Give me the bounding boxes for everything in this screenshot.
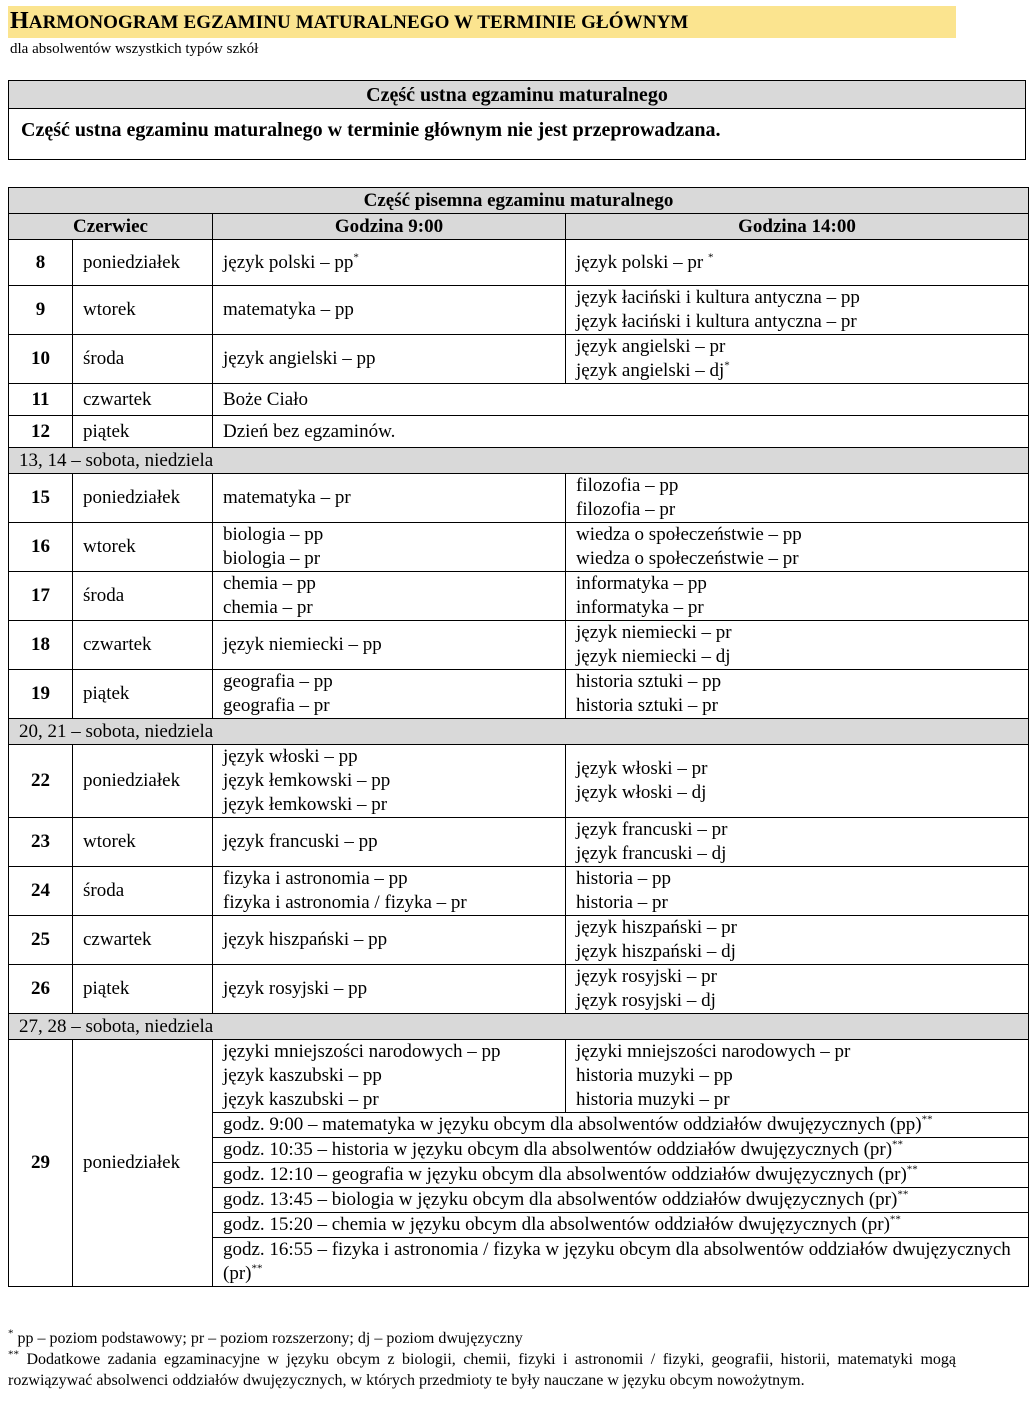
footnote-text: Dodatkowe zadania egzaminacyjne w języku obcym z biologii, chemii, fizyki i astronomii / fizyki, geografii, historii, matematyki mogą rozwiązywać absolwenci oddziałów dwujęzycznych, w których przedmioty te były nauczane w języku obcym nowożytnym. [8, 1351, 957, 1389]
weekday: wtorek [73, 523, 213, 572]
footnote-marker: * [724, 359, 730, 372]
exam-morning [213, 572, 566, 621]
weekday: czwartek [73, 384, 213, 416]
footnote-marker: ** [8, 1348, 19, 1361]
weekend-row [9, 719, 1029, 745]
weekday: piątek [73, 416, 213, 448]
footnote-1 [8, 1328, 956, 1349]
exam-afternoon [566, 916, 1029, 965]
exam-morning [213, 621, 566, 670]
bilingual-exam [213, 1238, 1029, 1287]
exam-entry: język łemkowski – pp [223, 770, 391, 791]
exam-entry: język rosyjski – dj [576, 990, 716, 1011]
bilingual-exam [213, 1163, 1029, 1188]
exam-afternoon [566, 335, 1029, 384]
exam-morning [213, 523, 566, 572]
exam-entry: informatyka – pr [576, 597, 704, 618]
exam-entry: historia sztuki – pr [576, 695, 718, 716]
day-number: 16 [9, 523, 73, 572]
table-row [9, 670, 1029, 719]
exam-entry: język rosyjski – pr [576, 966, 717, 987]
weekend-label: 27, 28 – sobota, niedziela [9, 1014, 1029, 1040]
footnote-marker: * [8, 1327, 14, 1340]
weekday: poniedziałek [73, 474, 213, 523]
weekday: środa [73, 335, 213, 384]
exam-morning [213, 867, 566, 916]
exam-morning [213, 965, 566, 1014]
weekend-row [9, 1014, 1029, 1040]
footnote-marker: ** [889, 1213, 901, 1226]
exam-afternoon [566, 965, 1029, 1014]
weekend-label: 13, 14 – sobota, niedziela [9, 448, 1029, 474]
exam-afternoon [566, 1040, 1029, 1113]
table-row [9, 240, 1029, 286]
bilingual-exam [213, 1188, 1029, 1213]
exam-morning [213, 916, 566, 965]
exam-entry: geografia – pp [223, 671, 333, 692]
exam-entry: język angielski – pp [223, 348, 376, 369]
title-rest: ARMONOGRAM EGZAMINU MATURALNEGO W TERMINIE GŁÓWNYM [28, 12, 689, 33]
exam-morning [213, 745, 566, 818]
exam-entry: fizyka i astronomia / fizyka – pr [223, 892, 467, 913]
exam-entry: język kaszubski – pr [223, 1089, 379, 1110]
weekday: wtorek [73, 286, 213, 335]
exam-morning [213, 818, 566, 867]
footnote-marker: ** [251, 1262, 263, 1275]
exam-entry: chemia – pp [223, 573, 316, 594]
exam-entry: godz. 9:00 – matematyka w języku obcym dla absolwentów oddziałów dwujęzycznych (pp) [223, 1114, 922, 1135]
weekday: poniedziałek [73, 240, 213, 286]
day-number: 25 [9, 916, 73, 965]
exam-entry: język polski – pr [576, 251, 704, 273]
exam-entry: godz. 15:20 – chemia w języku obcym dla absolwentów oddziałów dwujęzycznych (pr) [223, 1214, 890, 1235]
weekday: piątek [73, 965, 213, 1014]
exam-entry: język polski – pp [223, 251, 354, 273]
exam-entry-with-note [576, 359, 1018, 383]
weekday: wtorek [73, 818, 213, 867]
table-row [9, 416, 1029, 448]
table-row [9, 867, 1029, 916]
col-header-2pm: Godzina 14:00 [566, 214, 1029, 240]
weekday: czwartek [73, 621, 213, 670]
footnotes [8, 1328, 956, 1391]
weekday: czwartek [73, 916, 213, 965]
exam-afternoon [566, 523, 1029, 572]
footnote-marker: ** [897, 1188, 909, 1201]
page-subtitle: dla absolwentów wszystkich typów szkół [10, 41, 259, 57]
exam-entry: język włoski – pr [576, 758, 708, 779]
exam-entry: język łemkowski – pr [223, 794, 388, 815]
exam-entry: wiedza o społeczeństwie – pp [576, 524, 802, 545]
footnote-marker: * [707, 251, 714, 264]
table-row [9, 621, 1029, 670]
exam-entry: matematyka – pp [223, 299, 354, 320]
written-schedule-table [8, 187, 1029, 1287]
day-number: 12 [9, 416, 73, 448]
exam-entry: matematyka – pr [223, 487, 351, 508]
bilingual-exam [213, 1213, 1029, 1238]
exam-entry: języki mniejszości narodowych – pr [576, 1041, 851, 1062]
day-number: 11 [9, 384, 73, 416]
oral-section-heading: Część ustna egzaminu maturalnego [9, 81, 1025, 109]
exam-entry: biologia – pp [223, 524, 324, 545]
table-row [9, 523, 1029, 572]
exam-entry: język hiszpański – pp [223, 929, 388, 950]
day-number: 22 [9, 745, 73, 818]
exam-morning [213, 670, 566, 719]
weekday: poniedziałek [73, 745, 213, 818]
exam-entry: historia muzyki – pr [576, 1089, 730, 1110]
table-row [9, 474, 1029, 523]
weekday: poniedziałek [73, 1040, 213, 1287]
exam-entry: historia – pp [576, 868, 671, 889]
table-row [9, 916, 1029, 965]
day-number: 19 [9, 670, 73, 719]
exam-entry: język kaszubski – pp [223, 1065, 382, 1086]
exam-afternoon [566, 286, 1029, 335]
exam-afternoon [566, 745, 1029, 818]
table-row [9, 286, 1029, 335]
exam-entry: historia – pr [576, 892, 668, 913]
exam-morning [213, 1040, 566, 1113]
exam-afternoon [566, 572, 1029, 621]
day-number: 18 [9, 621, 73, 670]
footnote-marker: * [353, 251, 359, 264]
written-section-heading: Część pisemna egzaminu maturalnego [9, 188, 1029, 214]
table-row [9, 572, 1029, 621]
exam-afternoon [566, 818, 1029, 867]
table-row [9, 745, 1029, 818]
table-row [9, 384, 1029, 416]
bilingual-exam [213, 1113, 1029, 1138]
exam-entry: język angielski – pr [576, 336, 726, 357]
weekday: piątek [73, 670, 213, 719]
exam-afternoon [566, 670, 1029, 719]
exam-entry: geografia – pr [223, 695, 330, 716]
title-initial: H [10, 8, 29, 34]
exam-entry: godz. 10:35 – historia w języku obcym dla absolwentów oddziałów dwujęzycznych (pr) [223, 1139, 893, 1160]
bilingual-exam [213, 1138, 1029, 1163]
exam-entry: chemia – pr [223, 597, 313, 618]
exam-afternoon [566, 240, 1029, 286]
day-number: 9 [9, 286, 73, 335]
exam-entry: język francuski – dj [576, 843, 727, 864]
weekend-label: 20, 21 – sobota, niedziela [9, 719, 1029, 745]
exam-entry: historia muzyki – pp [576, 1065, 733, 1086]
exam-entry: język angielski – dj [576, 360, 725, 381]
weekend-row [9, 448, 1029, 474]
column-header-row [9, 214, 1029, 240]
day-number: 15 [9, 474, 73, 523]
col-header-month: Czerwiec [9, 214, 213, 240]
exam-entry: historia sztuki – pp [576, 671, 722, 692]
exam-morning [213, 240, 566, 286]
day-note: Boże Ciało [213, 384, 1029, 416]
exam-entry: biologia – pr [223, 548, 321, 569]
weekday: środa [73, 572, 213, 621]
day-number: 8 [9, 240, 73, 286]
exam-entry: godz. 16:55 – fizyka i astronomia / fizyka w języku obcym dla absolwentów oddziałów dwujęzycznych (pr) [223, 1239, 1011, 1284]
exam-entry: język włoski – dj [576, 782, 707, 803]
exam-entry: język niemiecki – pr [576, 622, 732, 643]
exam-afternoon [566, 867, 1029, 916]
exam-entry: informatyka – pp [576, 573, 707, 594]
exam-entry: język rosyjski – pp [223, 978, 368, 999]
footnote-marker: ** [921, 1113, 933, 1126]
exam-entry: język hiszpański – pr [576, 917, 737, 938]
day-number: 17 [9, 572, 73, 621]
table-row [9, 335, 1029, 384]
footnote-2 [8, 1349, 956, 1391]
table-row [9, 818, 1029, 867]
exam-entry: język łaciński i kultura antyczna – pr [576, 311, 857, 332]
exam-morning [213, 286, 566, 335]
exam-entry: język francuski – pp [223, 831, 378, 852]
exam-entry: wiedza o społeczeństwie – pr [576, 548, 799, 569]
footnote-text: pp – poziom podstawowy; pr – poziom rozszerzony; dj – poziom dwujęzyczny [17, 1330, 523, 1347]
oral-section-text: Część ustna egzaminu maturalnego w terminie głównym nie jest przeprowadzana. [21, 119, 721, 141]
day-number: 24 [9, 867, 73, 916]
day-number: 23 [9, 818, 73, 867]
day-number: 10 [9, 335, 73, 384]
day-number: 26 [9, 965, 73, 1014]
exam-entry: język włoski – pp [223, 746, 358, 767]
weekday: środa [73, 867, 213, 916]
day-number: 29 [9, 1040, 73, 1287]
exam-entry: godz. 13:45 – biologia w języku obcym dla absolwentów oddziałów dwujęzycznych (pr) [223, 1189, 898, 1210]
table-row [9, 1040, 1029, 1113]
col-header-9am: Godzina 9:00 [213, 214, 566, 240]
exam-entry: język francuski – pr [576, 819, 728, 840]
exam-entry: język niemiecki – pp [223, 634, 382, 655]
exam-entry: godz. 12:10 – geografia w języku obcym dla absolwentów oddziałów dwujęzycznych (pr) [223, 1164, 907, 1185]
exam-morning [213, 335, 566, 384]
exam-afternoon [566, 474, 1029, 523]
footnote-marker: ** [906, 1163, 918, 1176]
exam-entry: filozofia – pr [576, 499, 676, 520]
page-title [10, 9, 688, 35]
exam-entry: język hiszpański – dj [576, 941, 736, 962]
footnote-marker: ** [892, 1138, 904, 1151]
exam-entry: język niemiecki – dj [576, 646, 731, 667]
written-section-header-row [9, 188, 1029, 214]
table-row [9, 965, 1029, 1014]
oral-section [8, 80, 1026, 160]
exam-entry: fizyka i astronomia – pp [223, 868, 408, 889]
exam-entry: język łaciński i kultura antyczna – pp [576, 287, 860, 308]
day-note: Dzień bez egzaminów. [213, 416, 1029, 448]
exam-morning [213, 474, 566, 523]
exam-entry: filozofia – pp [576, 475, 679, 496]
exam-entry: języki mniejszości narodowych – pp [223, 1041, 501, 1062]
exam-afternoon [566, 621, 1029, 670]
